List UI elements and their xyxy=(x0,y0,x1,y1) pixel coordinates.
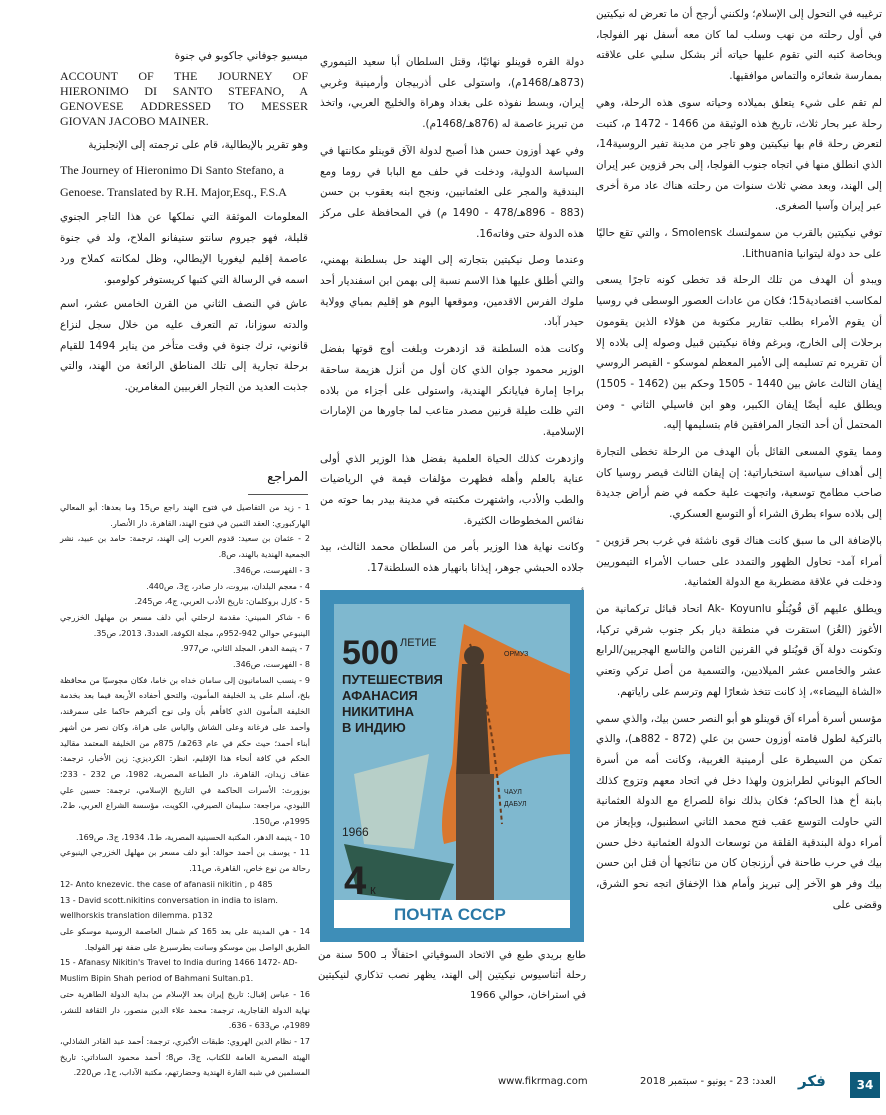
website-link[interactable]: www.fikrmag.com xyxy=(498,1076,588,1087)
paragraph: دولة القره قوينلو نهائيًا، وقتل السلطان أبا سعيد التيموري (873هـ/1468م)، واستولى على أذربيجان وأرمينية وغربي إيران، وبسط نفوذه على بغداد وهراة والخليج العربي، واتخذ من تبريز عاصمة له (876هـ/1468م). xyxy=(320,56,584,131)
reference-item: 3 - الفهرست، ص346. xyxy=(232,565,310,575)
paragraph: مؤسس أسرة أمراء آق قوينلو هو أبو النصر حسن بيك، والذي سمي بالتركية لطول قامته أوزون حسن بن علي (872 - 882هـ)، والذي تمكن من السيطرة على أرمينية الغربية، وكانت أمه من أسرة الحاكم اليوناني لطرابزون ولهذا دخل في اتحاد معهم وتزوج كذلك بابنة أخ هذا الحاكم؛ فكان بذلك نواة للصراع مع الدولة العثمانية التي حاولت التوسع عقب فتح محمد الثاني اسطنبول، وبإيعاز من أمراء دولة البندقية القلقة من توسعات الدولة العثمانية دخل حسن بيك في حرب طاحنة في أرزنجان كان من نتائجها أن قتل ابن حسن بيك وفر هو الآخر إلى تبريز وأمام هذا الإخفاق اتجه نحو الشرق، وقضى على xyxy=(596,712,882,911)
stamp-country: ПОЧТА СССР xyxy=(394,905,506,924)
monument-head xyxy=(464,646,484,666)
issue-info: العدد: 23 - يونيو - سبتمبر 2018 xyxy=(640,1076,776,1087)
map-label: ЧАУЛ xyxy=(504,789,522,796)
paragraph: ويبدو أن الهدف من تلك الرحلة قد تخطى كونه تاجرًا يسعى لمكاسب اقتصادية15؛ فكان من عادات العصور الوسطى في روسيا أن يقوم الأمراء بطلب تقارير مكتوبة من هؤلاء الذين يقومون برحلات إلى الخارج، وبرغم وفاة نيكيتين قبيل وصوله إلى بلاده إلا أن تقريره تم تسليمه إلى الأمير المعظم لموسكو - القيصر الروسي إيفان الثالث عاش بين 1440 - 1505 وحكم بين (1462 - 1505) ويطلق عليه أيضًا إيفان الكبير، وهو ابن فاسيلي الثاني - ومن المحتمل أن أحد التجار المرافقين قام بتسليمها إليه. xyxy=(596,274,882,432)
map-label: ОРМУЗ xyxy=(504,651,529,658)
reference-item: 16 - عباس إقبال: تاريخ إيران بعد الإسلام من بداية الدولة الطاهرية حتى نهاية الدولة القاجارية، ترجمة: محمد علاء الدين منصور، دار الثقافة للنشر، 1989م، ص633 - 636. xyxy=(60,989,310,1031)
stamp-artwork xyxy=(334,604,570,928)
stamp-image xyxy=(320,590,584,942)
paragraph: توفي نيكيتين بالقرب من سمولنسك Smolensk ، والتي تقع حاليًا على حد دولة ليتوانيا Lithuania. xyxy=(596,227,882,260)
stamp-denomination: 4 xyxy=(344,859,367,903)
reference-item: 9 - ينسب السامانيون إلى سامان خداه بن خاما، فكان مجوسيًا من محافظة بلخ، أسلم على يد الخليفة المأمون، والتحق أحفاده الأربعة فيما بعد بخدمة الخليفة المأمون الذي كافأهم بأن ولى نوح أكبرهم حاكما على سمرقند، وأحمد على فرغانة وعلى الشاش والياس على هراة، وكان نصر من أشهر أبناء أحمد؛ حيث حكم في عام 263هـ/ 875م من الخليفة المعتمد مقاليد الحكم في كافة أنحاء هذا الإقليم، انظر: الكرديزي: زين الأخبار، ترجمة: عفاف زيدان، القاهرة، دار الطباعة المصرية، 1982، ص 232 - 233؛ بوزورث: الأسرات الحاكمة في التاريخ الإسلامي، ترجمة: حسين علي اللبودي، مراجعة: سليمان الصيرفي، الكويت، مؤسسة الشراع العربي، ط2، 1995م، ص150. xyxy=(60,675,310,827)
english-title: ACCOUNT OF THE JOURNEY OF HIERONIMO DI SANTO STEFANO, A GENOVESE ADDRESSED TO MESSER GIOVAN JACOBO MAINER. xyxy=(60,68,308,128)
paragraph: وكانت نهاية هذا الوزير بأمر من السلطان محمد الثالث، بيد جلاده الحبشي جوهر، إيذانا بانهيار هذه السلطنة17. xyxy=(320,541,584,575)
reference-item: 10 - يتيمة الدهر، المكتبة الحسينية المصرية، ط1، 1934، ج3، ص169. xyxy=(76,832,310,842)
reference-item: 14 - هي المدينة على بعد 165 كم شمال العاصمة الروسية موسكو على الطريق الواصل بين موسكو وسانت بطرسبرغ على ضفة نهر الفولجا. xyxy=(60,926,310,952)
stamp-title-line: В ИНДИЮ xyxy=(342,720,406,735)
english-note: The Journey of Hieronimo Di Santo Stefano, a Genoese. Translated by R.H. Major,Esq., F.S.A xyxy=(60,163,287,200)
paragraph: المعلومات الموثقة التي نملكها عن هذا التاجر الجنوي قليلة، فهو جيروم سانتو ستيفانو الملاح، ولد في جنوة عاصمة إقليم ليغوريا الإيطالي، وظل لمكانته كملاح ورد اسمه في الرسالة التي كتبها كريستوفر كولومبو. xyxy=(60,211,308,286)
reference-item: 15 - Afanasy Nikitin's Travel to India during 1466 1472- AD- Muslim Bipin Shah period of Bahmani Sultan.p1. xyxy=(60,958,298,984)
reference-item: 8 - الفهرست، ص346. xyxy=(232,660,310,670)
page-number: 34 xyxy=(850,1072,880,1098)
reference-item: 4 - معجم البلدان، بيروت، دار صادر، ج3، ص440. xyxy=(146,581,310,591)
paragraph: وفي عهد أوزون حسن هذا أصبح لدولة الآق قوينلو مكانتها في السياسة الدولية، ودخلت في حلف مع البابا في روما ومع البندقية والمجر على العثمانيين، ونجح ابنه يعقوب بن حسن (883 - 896هـ/478 - 1490 م) في المحافظة على مركز هذه الدولة حتى وفاته16. xyxy=(320,144,585,240)
page-footer xyxy=(0,1070,886,1106)
reference-item: 12- Anto knezevic. the case of afanasii nikitin , p 485 xyxy=(60,879,273,889)
stamp-value: 500 xyxy=(342,634,399,672)
paragraph: عاش في النصف الثاني من القرن الخامس عشر، اسم والدته سوزانا، تم التعرف عليه من خلال سجل لنزاع قانوني، ترك جنوة في وقت متأخر من يناير 1494 للقيام برحلة تجارية إلى تلك المناطق الرائعة من الهند، والتي جذبت العديد من التجار الغربيين المغامرين. xyxy=(60,298,308,394)
paragraph: ويطلق عليهم آق قُويُنلُو Ak- Koyunlu اتحاد قبائل تركمانية من الأغوز (الغُز) استقرت في منطقة ديار بكر جنوب شرقي تركيا، وتكونت دولة آق قويُنلو في القرنين الثامن والتاسع الهجريين/الرابع عشر والخامس عشر الميلاديين، والتسمية من أصل تركي وتعني «الشاة البيضاء»، إذ كانت تتخذ شعارًا لهم وترسم على راياتهم. xyxy=(596,602,882,698)
stamp-value-suffix: ЛЕТИЕ xyxy=(400,637,437,649)
paragraph: وكانت هذه السلطنة قد ازدهرت وبلغت أوج قوتها بفضل الوزير محمود جوان الذي كان أول من أنزل هزيمة ساحقة براجا إمارة فيايانكر الهندية، واستولى على أجزاء من بلاده التي ظلت طيلة قرنين مصدر متاعب لما جاورها من الإمارات الإسلامية. xyxy=(320,343,584,438)
stamp-title-line: НИКИТИНА xyxy=(342,704,415,719)
reference-item: 13 - David scott.nikitins conversation in india to islam. wellhorskis translation dilemma. p132 xyxy=(60,895,278,921)
reference-item: 1 - زيد من التفاصيل في فتوح الهند راجع ص15 وما بعدها: أبو المعالي الهاركبوري: العقد الثمين في فتوح الهند، القاهرة، دار الأنصار. xyxy=(60,503,310,528)
paragraph: وعندما وصل نيكيتين بتجارته إلى الهند حل بسلطنة بهمني، والتي أطلق عليها هذا الاسم نسبة إلى بهمن ابن اسفنديار أحد ملوك الفرس الاقدمين، وموقعها اليوم هو إقليم بمباي وولاية حيدر آباد. xyxy=(320,254,584,329)
paragraph: ومما يقوي المسعى القائل بأن الهدف من الرحلة تخطى التجارة إلى أهداف سياسية استخباراتية: إن إيفان الثالث قيصر روسيا كان صاحب مطامح توسعية، واتجهت علية حكمه في ضم أراض جديدة إلى بلاده سواء بطرق الشراء أو التوسع العسكري. xyxy=(596,446,882,521)
reference-item: 11 - يوسف بن أحمد حوالة: أبو دلف مسعر بن مهلهل الخزرجي الينبوعي رحالة من نوع خاص، القاهرة، ص11. xyxy=(60,848,310,874)
paragraph: وازدهرت كذلك الحياة العلمية بفضل هذا الوزير الذي أولى عناية بالعلم وأهله فظهرت مؤلفات قيمة في الرياضيات والطب والأدب، واشتهرت مكتبته في مدينة بيدر بما حوته من نفائس المخطوطات الكثيرة. xyxy=(320,452,584,527)
middle-column xyxy=(320,52,584,584)
image-caption: طابع بريدي طبع في الاتحاد السوفياتي احتفالًا بـ 500 سنة من رحلة أثناسيوس نيكيتين إلى الهند، يظهر نصب تذكاري لنيكيتين في استراخان، حوالي 1966 xyxy=(318,950,586,1001)
monument-figure xyxy=(456,664,490,774)
monument-pedestal xyxy=(456,774,494,904)
stamp-face xyxy=(334,604,570,928)
stamp-denomination-unit: к xyxy=(370,882,376,897)
references-title: المراجع xyxy=(267,470,308,485)
paragraph: بالإضافة الى ما سبق كانت هناك قوى ناشئة في غرب بحر قزوين - أمراء آمد- تحاول الظهور والتمدد على حساب الأمراء التيموريين ودخلت في علاقة مضطربة مع الدولة العثمانية. xyxy=(596,534,882,589)
stamp-title-line: АФАНАСИЯ xyxy=(342,688,418,703)
right-column xyxy=(596,4,882,1060)
references-divider xyxy=(248,494,308,495)
paragraph: لم تقم على شيء يتعلق بميلاده وحياته سوى هذه الرحلة، وهي رحلة عبر بحار ثلاث، تاريخ هذه الوثيقة من 1466 - 1472 م، كتبت لتعرض رحلة قام بها نيكيتين وهو تاجر من مدينة تفير الروسية14، الذي انطلق منها في اتجاه جنوب الفولجا، إلى بحر قزوين عبر إيران إلى الهند، وبعد مضي ثلاث سنوات من رحلته هناك عاد مرة أخرى عبر إيران وآسيا الصغرى. xyxy=(596,96,882,213)
stamp-title-line: ПУТЕШЕСТВИЯ xyxy=(342,672,443,687)
magazine-logo: فكر xyxy=(798,1072,826,1090)
reference-item: 5 - كارل بروكلمان: تاريخ الأدب العربي، ج4، ص245. xyxy=(134,597,310,607)
arabic-title: ميسيو جوفاني جاكوبو في جنوة xyxy=(174,50,308,62)
arabic-note: وهو تقرير بالإيطالية، قام على ترجمته إلى الإنجليزية xyxy=(88,138,308,151)
reference-item: 17 - نظام الدين الهروي: طبقات الأكبري، ترجمة: أحمد عبد القادر الشاذلي، الهيئة المصرية العامة للكتاب، ج3، ص8؛ أحمد محمود الساداتي: تاريخ المسلمين في شبه القارة الهندية وحضارتهم، مكتبة الآداب، ج1، ص220. xyxy=(60,1036,310,1078)
reference-item: 2 - عثمان بن سعيد: قدوم العرب إلى الهند، ترجمة: حامد بن عبيد، نشر الجمعية الهندية بالهند، ص8. xyxy=(60,534,310,560)
left-column xyxy=(60,46,308,466)
references-list xyxy=(60,500,310,1078)
stamp-year: 1966 xyxy=(342,825,369,839)
map-label: ДАБУЛ xyxy=(504,801,527,808)
paragraph: ترغيبه في التحول إلى الإسلام؛ ولكنني أرجح أن ما تعرض له نيكيتين في أول رحلته من نهب وسلب لما كان معه أسفل نهر الفولجا، وبخاصة كتبه التي تقوم عليها حياته أثر بشكل سلبي على علاقته بممارسة شعائره والتماس موافقيها. xyxy=(596,8,882,83)
reference-item: 6 - شاكر المبيني: مقدمة لرحلتي أبي دلف مسعر بن مهلهل الخزرجي الينبوعي حوالي 942-952م، مجلة الكوفة، العدد3، 2013، ص35. xyxy=(60,612,310,638)
reference-item: 7 - يتيمة الدهر، المجلد الثاني، ص977. xyxy=(180,644,310,654)
